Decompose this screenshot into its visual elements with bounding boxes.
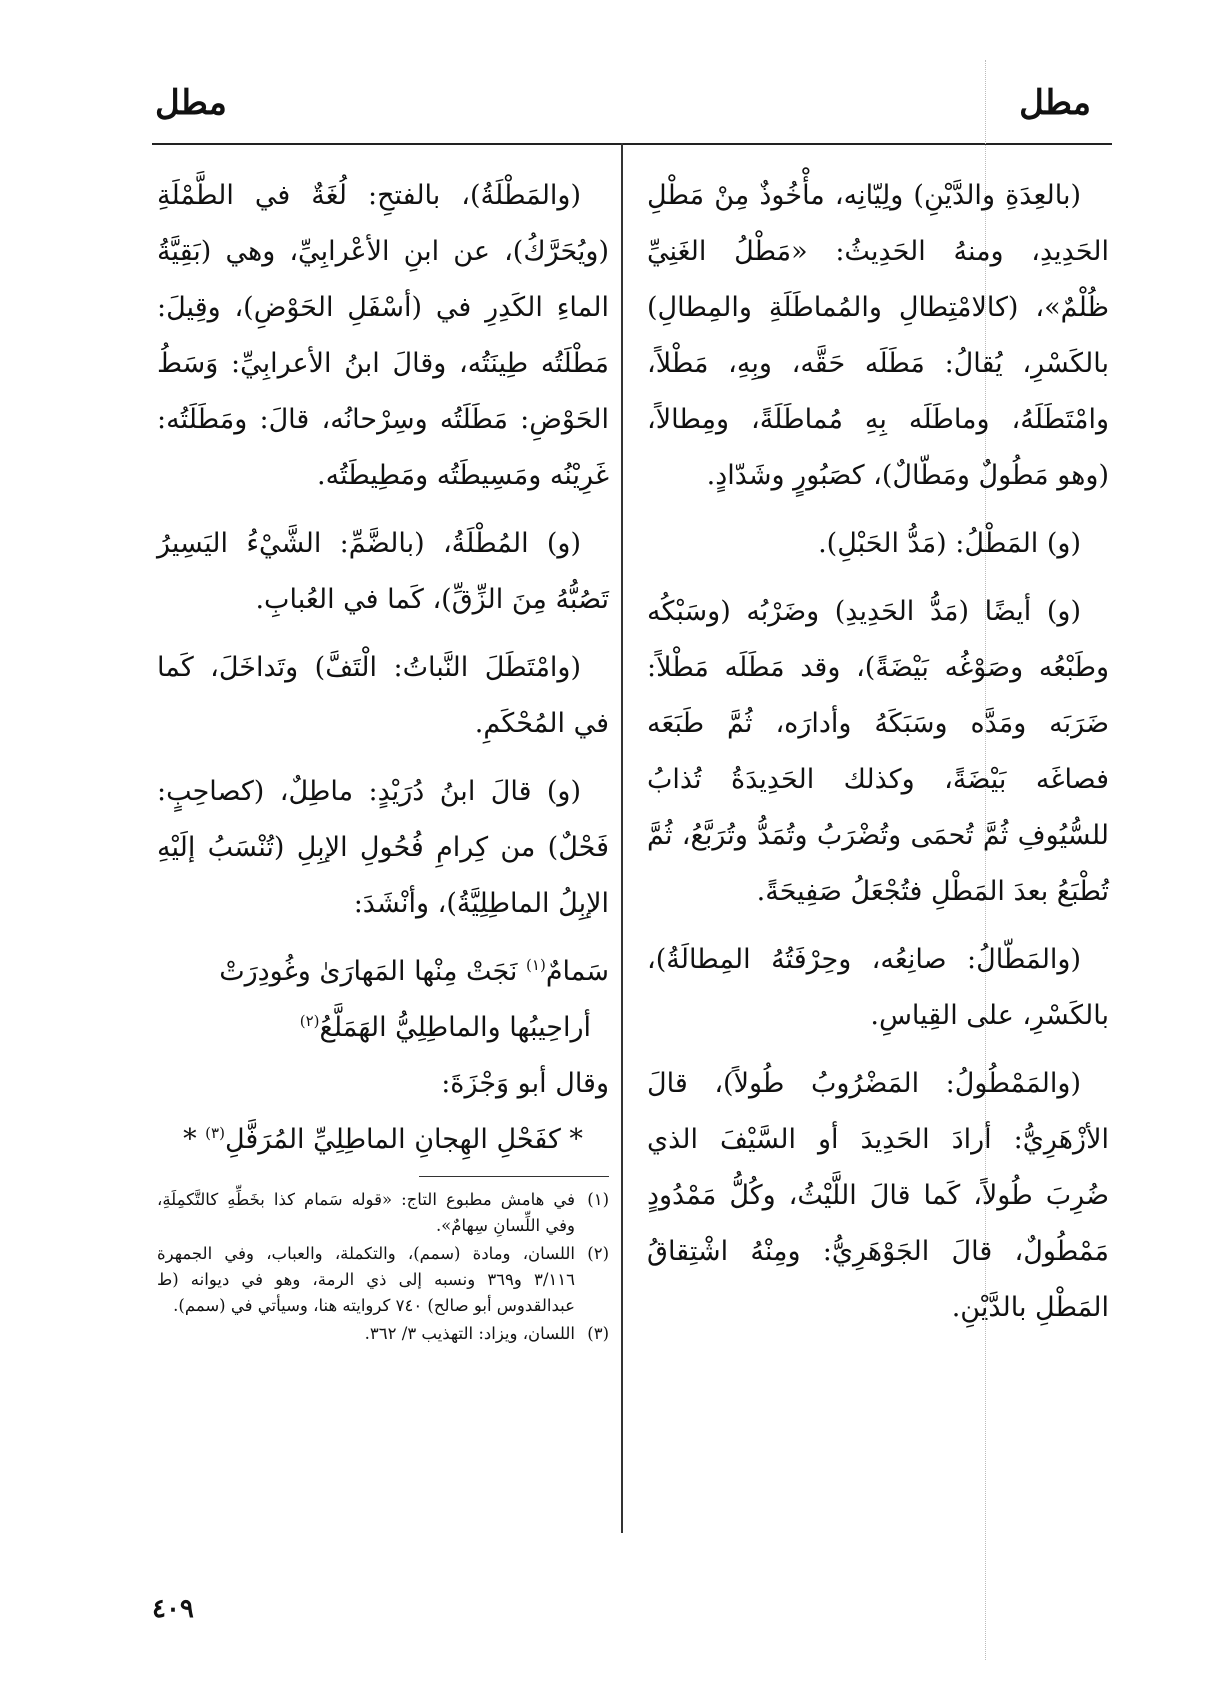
entry-paragraph: (بالعِدَةِ والدَّيْنِ) ولِيّانِه، مأْخُوذٌ مِنْ مَطْلِ الحَدِيدِ، ومنهُ الحَدِيثُ: «مَطْلُ الغَنِيِّ ظُلْمٌ»، (كالامْتِطالِ والمُماطَلَةِ والمِطالِ) بالكَسْرِ، يُقالُ: مَطَلَه حَقَّه، وبِهِ، مَطْلاً، وامْتَطَلَهُ، وماطَلَه بِهِ مُماطَلَةً، ومِطالاً، (وهو مَطُولٌ ومَطّالٌ)، كصَبُورٍ وشَدّادٍ. <box>647 180 1109 491</box>
footnote-text: اللسان، ومادة (سمم)، والتكملة، والعباب، وفي الجمهرة ٣/١١٦ و٣٦٩ ونسبه إلى ذي الرمة، وهو في ديوانه (ط عبدالقدوس أبو صالح) ٧٤٠ كروايته هنا، وسيأتي في (سمم). <box>157 1244 575 1315</box>
footnote-ref: (٣) <box>205 1124 225 1142</box>
verse-text: * <box>183 1124 206 1155</box>
entry-paragraph: (وامْتَطَلَ النَّباتُ: الْتَفَّ) وتَداخَلَ، كَما في المُحْكَمِ. <box>157 652 609 739</box>
entry-paragraph: (والمَطْلَةُ)، بالفتحِ: لُغَةٌ في الطَّمْلَةِ (ويُحَرَّكُ)، عن ابنِ الأعْرابِيِّ، وهي (بَقِيَّةُ الماءِ الكَدِرِ في (أسْفَلِ الحَوْضِ)، وقِيلَ: مَطْلَتُه طِينَتُه، وقالَ ابنُ الأعرابِيِّ: وَسَطُ الحَوْضِ: مَطَلَتُه وسِرْحانُه، قالَ: ومَطَلَتُه: غَرِيْنُه ومَسِيطَتُه ومَطِيطَتُه. <box>157 180 609 491</box>
entry-paragraph: (والمَطّالُ: صانِعُه، وحِرْفَتُهُ المِطالَةُ)، بالكَسْرِ، على القِياسِ. <box>647 944 1109 1031</box>
footnote-text: اللسان، ويزاد: التهذيب ٣/ ٣٦٢. <box>364 1324 575 1343</box>
header-rule <box>152 143 1112 145</box>
right-column <box>647 168 1109 1348</box>
page-number: ٤٠٩ <box>152 1594 194 1624</box>
footnote-number: (٣) <box>587 1324 609 1343</box>
left-column <box>157 168 609 1349</box>
entry-paragraph: (و) المَطْلُ: (مَدُّ الحَبْلِ). <box>818 528 1081 559</box>
footnote-ref: (١) <box>526 956 546 974</box>
verse-line-2 <box>157 1000 609 1056</box>
verse-line-3 <box>157 1112 609 1168</box>
footnote-text: في هامش مطبوع التاج: «قوله سَمام كذا بخَطِّهِ كالتَّكمِلَةِ، وفي اللِّسانِ سِهامٌ». <box>157 1190 575 1235</box>
verse-text: سَمامٌ <box>545 956 609 987</box>
entry-paragraph: (و) قالَ ابنُ دُرَيْدٍ: ماطِلٌ، (كصاحِبٍ: فَحْلٌ) من كِرامِ فُحُولِ الإبِلِ (تُنْسَبُ إلَيْهِ الإبِلُ الماطِلِيَّةُ)، وأنْشَدَ: <box>157 776 609 919</box>
entry-paragraph: (والمَمْطُولُ: المَضْرُوبُ طُولاً)، قالَ الأزْهَرِيُّ: أرادَ الحَدِيدَ أو السَّيْفَ الذي ضُرِبَ طُولاً، كَما قالَ اللَّيْثُ، وكُلُّ مَمْدُودٍ مَمْطُولٌ، قالَ الجَوْهَرِيُّ: ومِنْهُ اشْتِقاقُ المَطْلِ بالدَّيْنِ. <box>647 1068 1109 1323</box>
footnote-number: (١) <box>587 1190 609 1209</box>
poet-intro: وقال أبو وَجْزَةَ: <box>441 1068 609 1099</box>
entry-paragraph: (و) المُطْلَةُ، (بالضَّمِّ: الشَّيْءُ اليَسِيرُ تَصُبُّهُ مِنَ الزِّقِّ)، كَما في العُبابِ. <box>157 528 609 615</box>
verse-text: * كفَحْلِ الهِجانِ الماطِلِيِّ المُرَفَّلِ <box>224 1124 583 1155</box>
column-divider <box>621 143 623 1533</box>
footnote-rule <box>419 1176 609 1177</box>
running-head-right: مطل <box>1019 83 1091 123</box>
verse-text: أراحِيبُها والماطِلِيُّ الهَمَلَّعُ <box>319 1012 591 1043</box>
footnotes <box>157 1187 609 1347</box>
footnote-number: (٢) <box>587 1244 609 1263</box>
footnote <box>157 1241 609 1319</box>
footnote <box>157 1321 609 1347</box>
footnote-ref: (٢) <box>299 1012 320 1030</box>
verse-line-1 <box>157 944 609 1000</box>
footnote <box>157 1187 609 1239</box>
entry-paragraph: (و) أيضًا (مَدُّ الحَدِيدِ) وضَرْبُه (وسَبْكُه وطَبْعُه وصَوْغُه بَيْضَةً)، وقد مَطَلَه مَطْلاً: ضَرَبَه ومَدَّه وسَبَكَهُ وأدارَه، ثُمَّ طَبَعَه فصاغَه بَيْضَةً، وكذلك الحَدِيدَةُ تُذابُ للسُّيُوفِ ثُمَّ تُحمَى وتُضْرَبُ وتُمَدُّ وتُرَبَّعُ، ثُمَّ تُطْبَعُ بعدَ المَطْلِ فتُجْعَلُ صَفِيحَةً. <box>647 596 1109 907</box>
running-head-left: مطل <box>155 83 227 123</box>
verse-text: نَجَتْ مِنْها المَهارَىٰ وغُودِرَتْ <box>219 956 527 987</box>
